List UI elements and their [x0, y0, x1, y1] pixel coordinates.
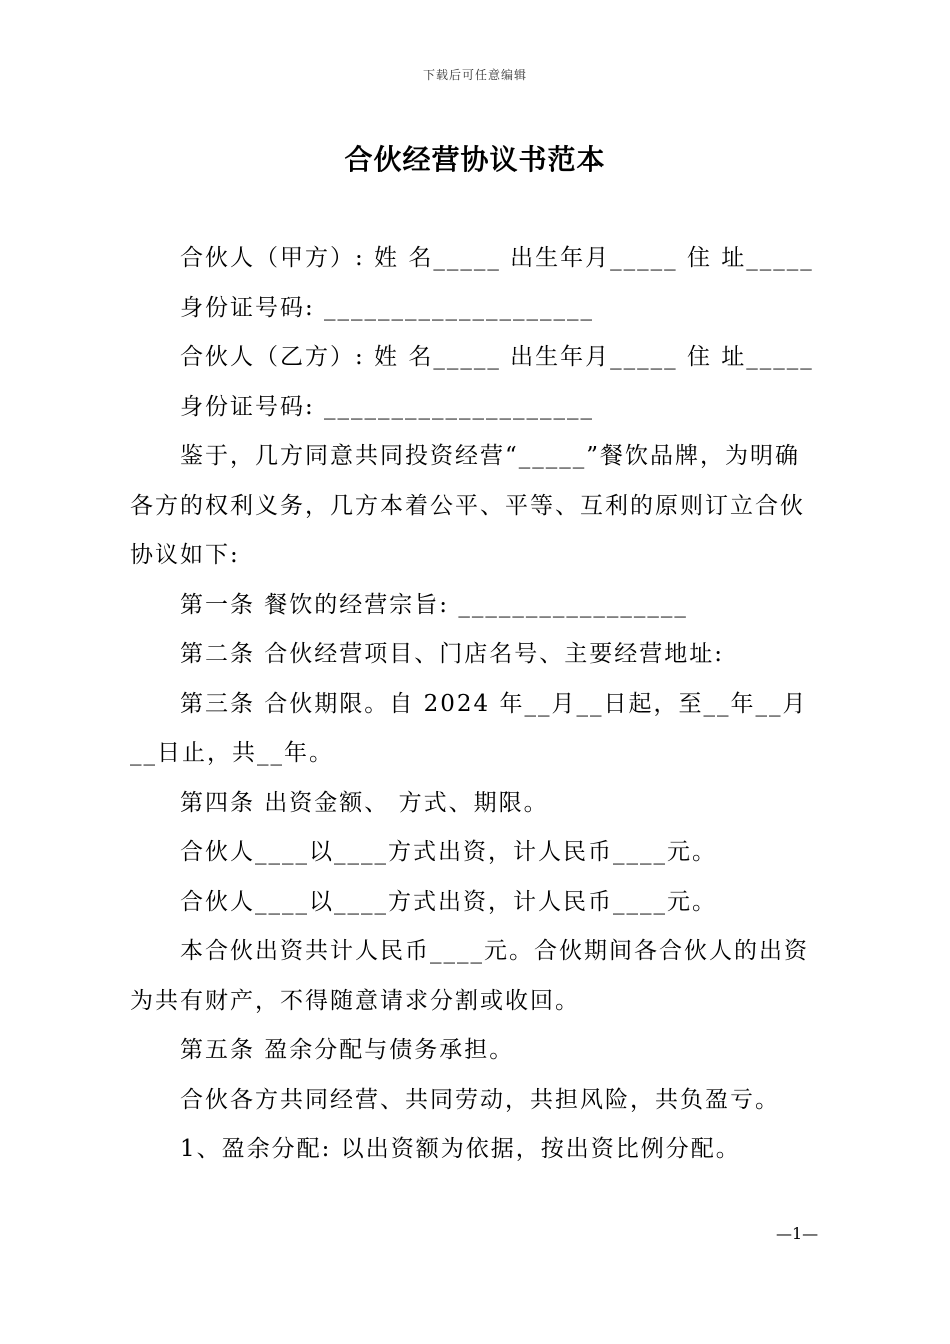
article-1: 第一条 餐饮的经营宗旨: _________________	[180, 591, 688, 618]
page-header-note: 下载后可任意编辑	[422, 68, 527, 82]
preamble-paragraph: 鉴于，几方同意共同投资经营“_____”餐饮品牌，为明确各方的权利义务，几方本着公平、平等、互利的原则订立合伙协议如下:	[130, 443, 805, 568]
article-5: 第五条 盈余分配与债务承担。	[180, 1037, 515, 1063]
contribution-line-2: 合伙人____以____方式出资，计人民币____元。	[180, 888, 717, 915]
profit-distribution-clause: 1、盈余分配: 以出资额为依据，按出资比例分配。	[180, 1136, 741, 1162]
joint-operation-paragraph: 合伙各方共同经营、共同劳动，共担风险，共负盈亏。	[180, 1086, 780, 1113]
party-a-id: 身份证号码: ____________________	[180, 294, 595, 321]
contribution-line-1: 合伙人____以____方式出资，计人民币____元。	[180, 839, 717, 865]
contribution-total: 本合伙出资共计人民币____元。合伙期间各合伙人的出资为共有财产，不得随意请求分割或收回。	[130, 938, 809, 1014]
page-number: —1—	[776, 1224, 819, 1243]
article-3: 第三条 合伙期限。自 2024 年__月__日起，至__年__月__日止，共__年。	[130, 690, 808, 766]
document-title: 合伙经营协议书范本	[344, 143, 606, 176]
party-b-info: 合伙人（乙方）: 姓 名_____ 出生年月_____ 住 址_____	[180, 344, 814, 370]
party-a-info: 合伙人（甲方）: 姓 名_____ 出生年月_____ 住 址_____	[180, 245, 814, 271]
article-4: 第四条 出资金额、 方式、期限。	[180, 789, 549, 816]
party-b-id: 身份证号码: ____________________	[180, 393, 595, 420]
article-2: 第二条 合伙经营项目、门店名号、主要经营地址:	[180, 641, 725, 667]
document-body	[130, 234, 824, 1175]
